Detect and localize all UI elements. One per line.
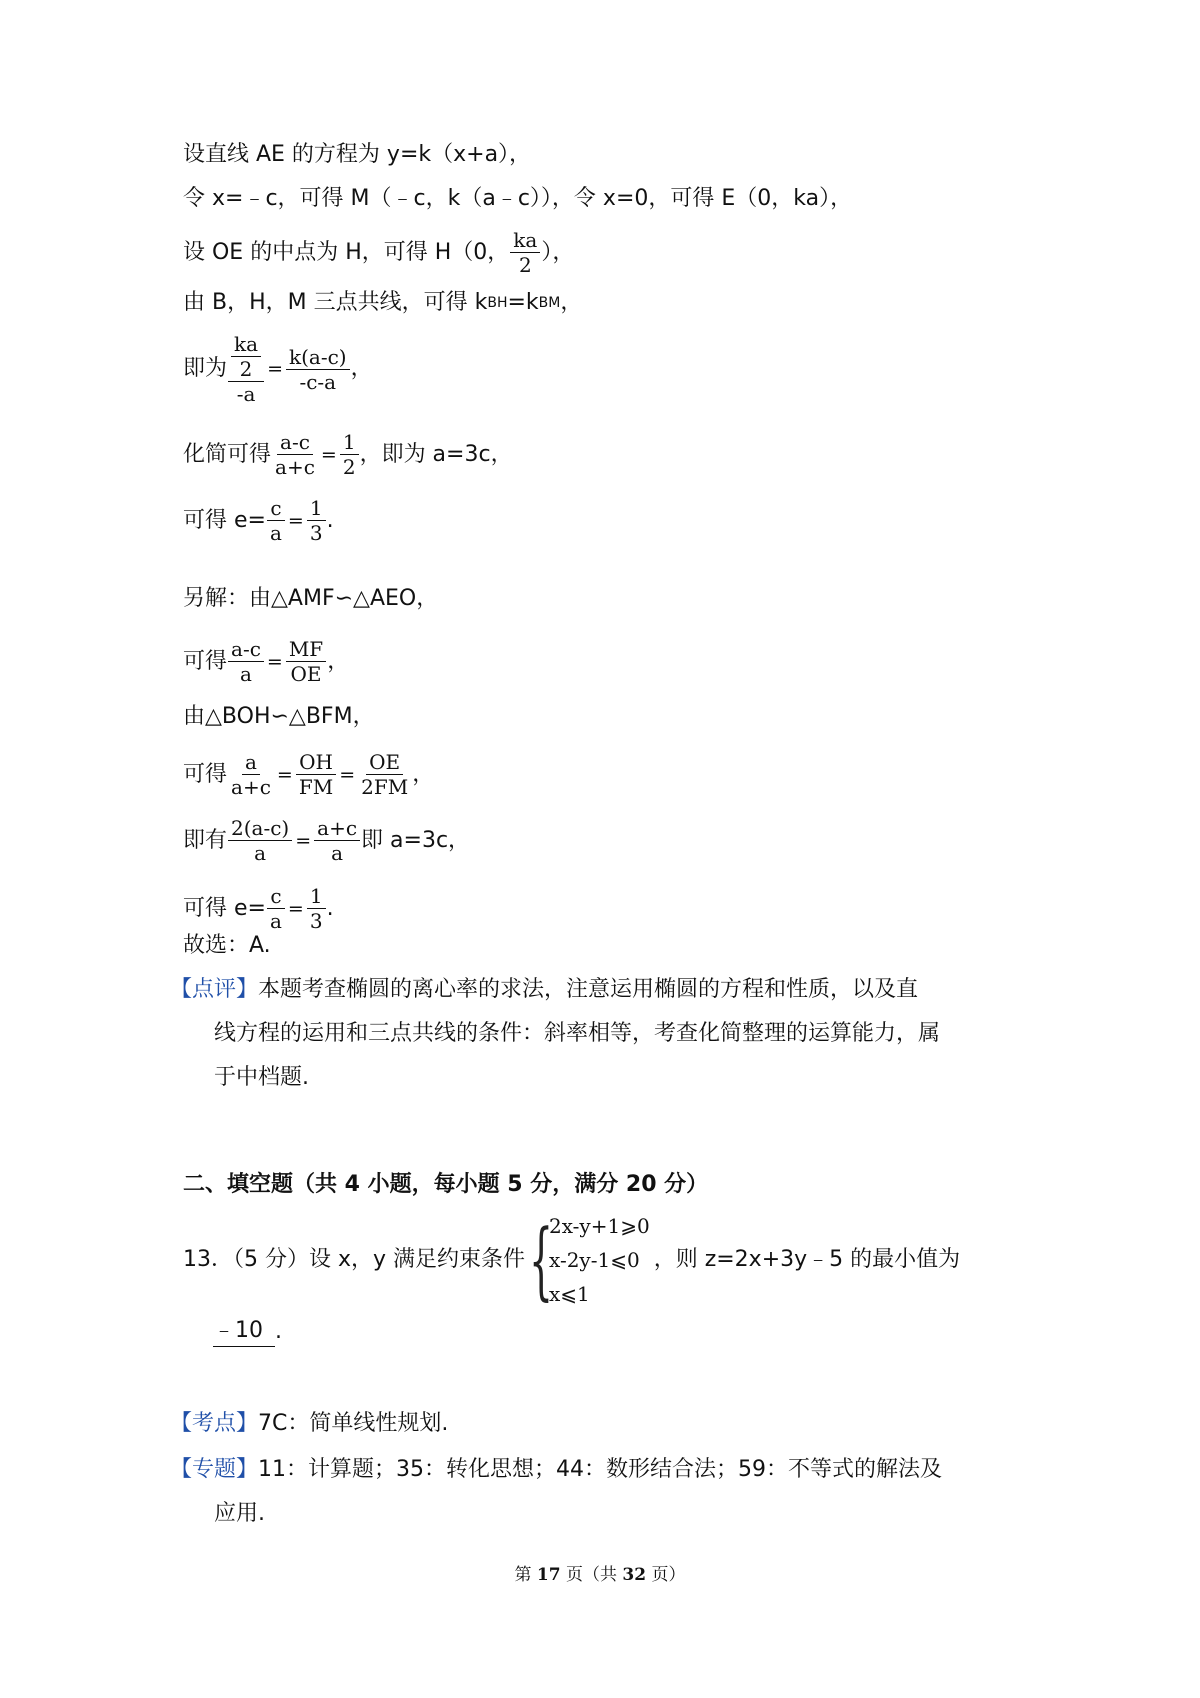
text: 即 a=3c， [361,827,471,853]
text: . [326,507,334,533]
fraction [286,637,326,686]
numerator: c [267,496,284,521]
equals-sign: = [266,650,283,673]
constraint: 2x-y+1⩾0 [549,1214,650,1238]
fraction [267,884,285,933]
line-simplify [183,430,513,479]
comment-block [170,968,940,1100]
line-points-m-e [183,184,852,214]
denominator: 3 [309,909,323,933]
text: 故选：A. [183,933,271,958]
text: . [326,895,334,921]
fraction [272,430,318,479]
equals-sign: = [287,509,304,532]
text: 由 B，H，M 三点共线，可得 k [183,290,488,315]
fraction [314,816,360,865]
comment-text: 本题考查椭圆的离心率的求法，注意运用椭圆的方程和性质，以及直 [258,977,919,1002]
text: 设 OE 的中点为 H，可得 H（0， [183,239,510,265]
constraint: x⩽1 [549,1282,590,1306]
constraint-system [529,1209,650,1311]
denominator: 3 [309,521,323,545]
fraction [228,816,292,865]
comment-text: 线方程的运用和三点共线的条件：斜率相等，考查化简整理的运算能力，属 [214,1021,941,1046]
denominator: FM [298,775,334,799]
numerator: OE [366,750,403,775]
fraction [510,228,540,277]
text: . [275,1318,282,1344]
text: ， [412,761,435,787]
denominator: -a [236,382,256,406]
page-footer [0,1560,1200,1585]
comment-tag: 【点评】 [170,977,259,1002]
fraction [296,750,336,799]
text: ）， [541,239,575,265]
fraction [307,884,326,933]
line-eccentricity-2 [183,884,334,933]
zhuanti-text: 11：计算题；35：转化思想；44：数形结合法；59：不等式的解法及 [258,1457,942,1482]
numerator: MF [286,637,326,662]
question-text: 13．（5 分）设 x，y 满足约束条件 [183,1247,526,1272]
constraint-lines [549,1209,650,1311]
denominator: 2FM [361,775,409,799]
denominator: -c-a [299,369,337,394]
left-brace-icon: { [529,1211,554,1309]
page-number: 17 [536,1565,561,1585]
equals-sign: = [276,763,293,786]
line-slope-equation [183,332,373,406]
text: 可得 e= [183,895,266,921]
numerator: 1 [307,884,326,909]
line-midpoint-h [183,228,574,277]
text: 化简可得 [183,441,272,467]
subscript: BM [538,295,561,311]
fraction [286,345,350,394]
numerator: ka [510,228,540,253]
kaodian-tag: 【考点】 [170,1411,259,1436]
zhuanti-text: 应用. [214,1501,265,1526]
fraction [307,496,326,545]
numerator: c [267,884,284,909]
answer-blank: ﹣10 [213,1316,275,1347]
text: =k [507,290,539,315]
text: ， [560,290,583,315]
fraction [267,496,285,545]
heading-text: 二、填空题（共 4 小题，每小题 5 分，满分 20 分） [183,1172,709,1197]
compound-fraction [228,332,264,406]
fraction [228,637,264,686]
denominator: a [269,909,282,933]
denominator: a [269,521,282,545]
line-result-a3c [183,816,470,865]
fraction [340,430,359,479]
text: ，即为 a=3c， [359,441,513,467]
inner-fraction [231,332,261,381]
numerator: a-c [228,637,264,662]
denominator: 2 [518,253,532,277]
kaodian-block [170,1402,448,1446]
text: 可得 [183,648,228,674]
text: 由△BOH∽△BFM， [183,704,375,729]
numerator: a-c [277,430,313,455]
line-alt-solution [183,584,438,614]
numerator: a+c [314,816,360,841]
kaodian-text: 7C：简单线性规划. [258,1411,449,1436]
total-pages: 32 [622,1565,647,1585]
footer-text: 页（共 [560,1565,623,1585]
denominator: OE [290,662,322,686]
denominator: a+c [275,455,315,479]
numerator [228,332,264,382]
fraction [228,750,274,799]
numerator: a [242,750,260,775]
line-ratio-oh-fm [183,750,434,799]
text: 另解：由△AMF∽△AEO， [183,586,439,611]
text: 设直线 AE 的方程为 y=k（x+a）， [183,142,532,167]
zhuanti-tag: 【专题】 [170,1457,259,1482]
equals-sign: = [267,358,283,380]
equals-sign: = [295,829,312,852]
denominator: a+c [231,775,271,799]
numerator: k(a-c) [286,345,350,370]
denominator: a [239,662,252,686]
line-ae-equation [183,140,531,170]
line-ratio-mf-oe [183,637,349,686]
denominator: a [331,841,344,865]
section-heading [183,1170,708,1200]
numerator: OH [296,750,336,775]
comment-text: 于中档题. [214,1065,309,1090]
subscript: BH [487,295,508,311]
text: 可得 [183,761,228,787]
equals-sign: = [287,897,304,920]
denominator: 2 [239,357,253,381]
text: ， [350,356,373,381]
numerator: 1 [340,430,359,455]
numerator: 2(a-c) [228,816,292,841]
line-collinear [183,288,582,318]
text: 可得 e= [183,507,266,533]
question-13-answer [213,1316,282,1347]
line-similar-boh-bfm [183,702,375,732]
equals-sign: = [320,443,337,466]
text: 即有 [183,827,228,853]
footer-text: 页） [646,1565,686,1585]
text: ， [327,648,350,674]
zhuanti-block [170,1448,942,1536]
line-answer-choice [183,931,271,961]
numerator: 1 [307,496,326,521]
text: 即为 [183,356,228,381]
numerator: ka [231,332,261,357]
denominator: 2 [342,455,356,479]
fraction [358,750,411,799]
line-eccentricity [183,496,334,545]
question-13 [183,1212,960,1308]
constraint: x-2y-1⩽0 [549,1248,640,1272]
text: 令 x=﹣c，可得 M（﹣c，k（a﹣c）），令 x=0，可得 E（0，ka）， [183,186,853,211]
question-text: ，则 z=2x+3y﹣5 的最小值为 [653,1247,961,1272]
equals-sign: = [339,763,356,786]
footer-text: 第 [514,1565,537,1585]
denominator: a [254,841,267,865]
